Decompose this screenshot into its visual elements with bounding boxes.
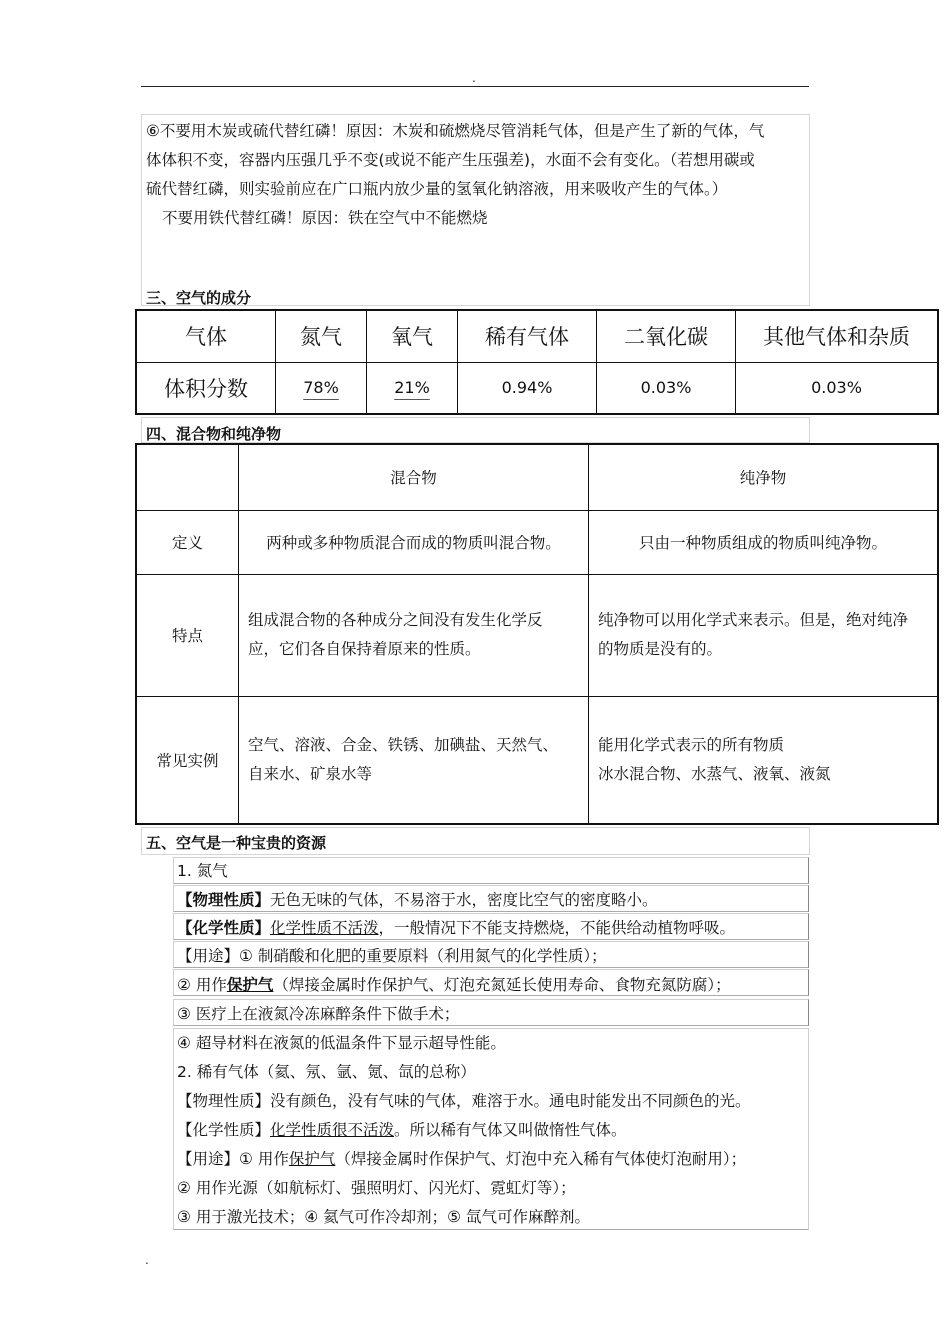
pure-examples xyxy=(589,696,939,824)
pure-definition: 只由一种物质组成的物质叫纯净物。 xyxy=(589,510,939,574)
value-co2: 0.03% xyxy=(597,362,736,414)
nitrogen-use-4: ④ 超导材料在液氮的低温条件下显示超导性能。 xyxy=(177,1034,506,1052)
header-oxygen: 氧气 xyxy=(367,310,458,362)
nitrogen-physical: 【物理性质】无色无味的气体，不易溶于水，密度比空气的密度略小。 xyxy=(177,891,658,909)
rare-gas-use-3: ③ 用于激光技术；④ 氦气可作冷却剂；⑤ 氙气可作麻醉剂。 xyxy=(177,1208,590,1226)
mix-feature-line-1: 组成混合物的各种成分之间没有发生化学反 xyxy=(248,611,543,629)
header-nitrogen: 氮气 xyxy=(276,310,367,362)
footer-dot: . xyxy=(145,1253,149,1267)
header-gas: 气体 xyxy=(136,310,276,362)
header-rare-gas: 稀有气体 xyxy=(458,310,597,362)
value-nitrogen: 78% xyxy=(276,362,367,414)
air-composition-table xyxy=(135,309,939,415)
mix-examples-line-1: 空气、溶液、合金、铁锈、加碘盐、天然气、 xyxy=(248,735,559,754)
mix-examples-line-2: 自来水、矿泉水等 xyxy=(248,764,373,783)
corner-cell xyxy=(136,444,239,510)
value-rare-gas: 0.94% xyxy=(458,362,597,414)
intro-paragraph xyxy=(146,117,811,233)
section-4-title: 四、混合物和纯净物 xyxy=(146,425,282,443)
row-label-feature: 特点 xyxy=(136,574,239,696)
frame-n-heading xyxy=(173,857,809,884)
col-mixture: 混合物 xyxy=(239,444,589,510)
header-dot: . xyxy=(472,71,476,85)
rare-gas-use-2: ② 用作光源（如航标灯、强照明灯、闪光灯、霓虹灯等）； xyxy=(177,1179,576,1197)
pure-feature-line-1: 纯净物可以用化学式来表示。但是，绝对纯净 xyxy=(598,611,909,629)
mixture-pure-table xyxy=(135,443,939,825)
header-co2: 二氧化碳 xyxy=(597,310,736,362)
mix-feature xyxy=(239,574,589,696)
pure-feature xyxy=(589,574,939,696)
value-oxygen: 21% xyxy=(367,362,458,414)
section-3-title: 三、空气的成分 xyxy=(146,289,252,307)
mix-examples xyxy=(239,696,589,824)
header-rule xyxy=(141,86,809,87)
row-label-volume: 体积分数 xyxy=(136,362,276,414)
header-others: 其他气体和杂质 xyxy=(736,310,939,362)
nitrogen-use-3: ③ 医疗上在液氮冷冻麻醉条件下做手术； xyxy=(177,1005,460,1023)
mix-definition: 两种或多种物质混合而成的物质叫混合物。 xyxy=(239,510,589,574)
rare-gas-use-1: 【用途】① 用作保护气（焊接金属时作保护气、灯泡中充入稀有气体使灯泡耐用）； xyxy=(177,1150,747,1168)
pure-examples-line-2: 冰水混合物、水蒸气、液氧、液氮 xyxy=(598,764,831,783)
rare-gas-physical: 【物理性质】没有颜色，没有气味的气体，难溶于水。通电时能发出不同颜色的光。 xyxy=(177,1092,751,1110)
nitrogen-use-1: 【用途】① 制硝酸和化肥的重要原料（利用氮气的化学性质）； xyxy=(177,947,607,965)
pure-feature-line-2: 的物质是没有的。 xyxy=(598,640,723,658)
rare-gas-chemical: 【化学性质】化学性质很不活泼。所以稀有气体又叫做惰性气体。 xyxy=(177,1121,627,1139)
nitrogen-use-2: ② 用作保护气（焊接金属时作保护气、灯泡充氮延长使用寿命、食物充氮防腐）； xyxy=(177,976,731,994)
row-label-examples: 常见实例 xyxy=(136,696,239,824)
row-label-definition: 定义 xyxy=(136,510,239,574)
intro-line-4: 不要用铁代替红磷！原因：铁在空气中不能燃烧 xyxy=(162,209,488,227)
nitrogen-chemical: 【化学性质】化学性质不活泼，一般情况下不能支持燃烧，不能供给动植物呼吸。 xyxy=(177,919,736,937)
intro-line-2: 体体积不变，容器内压强几乎不变(或说不能产生压强差)，水面不会有变化。（若想用碳或 xyxy=(146,151,755,169)
nitrogen-heading: 1. 氮气 xyxy=(177,862,228,880)
value-others: 0.03% xyxy=(736,362,939,414)
col-pure: 纯净物 xyxy=(589,444,939,510)
section-5-title: 五、空气是一种宝贵的资源 xyxy=(146,834,327,852)
intro-line-3: 硫代替红磷，则实验前应在广口瓶内放少量的氢氧化钠溶液，用来吸收产生的气体。） xyxy=(146,180,728,198)
intro-line-1: ⑥不要用木炭或硫代替红磷！原因：木炭和硫燃烧尽管消耗气体，但是产生了新的气体，气 xyxy=(146,122,765,140)
mix-feature-line-2: 应，它们各自保持着原来的性质。 xyxy=(248,640,481,658)
rare-gas-heading: 2. 稀有气体（氦、氖、氩、氪、氙的总称） xyxy=(177,1063,476,1081)
pure-examples-line-1: 能用化学式表示的所有物质 xyxy=(598,735,785,754)
